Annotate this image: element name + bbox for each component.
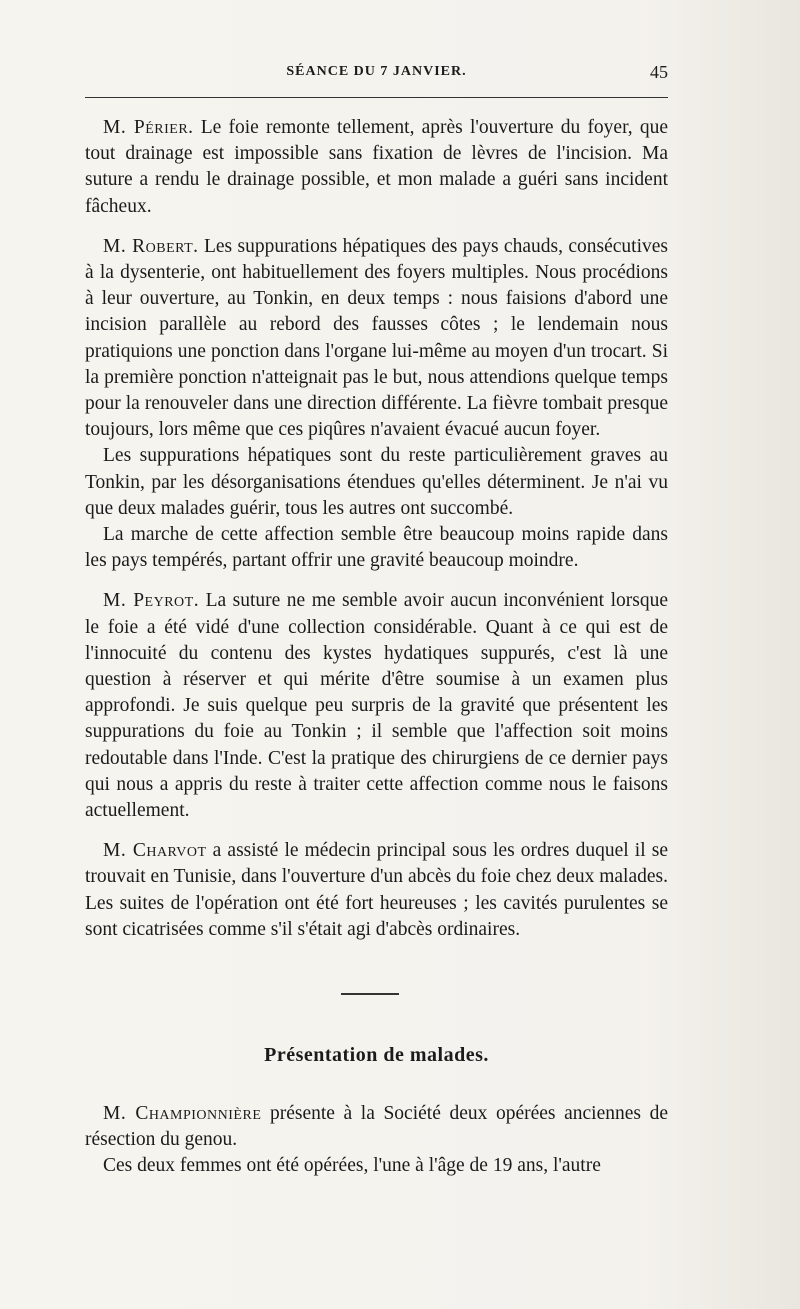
- body-text: [85, 115, 668, 943]
- speaker-name: M. Périer.: [103, 117, 194, 138]
- paragraph-text: a assisté le médecin principal sous les ordres duquel il se trouvait en Tunisie, dans l'ouverture d'un abcès du foie chez deux malades. Les suites de l'opération ont été fort heureuses ; les cavités purulentes se sont cicatrisées comme s'il s'était agi d'abcès ordinaires.: [85, 840, 668, 940]
- paragraph-gap: [85, 574, 668, 588]
- paragraph-championniere: [85, 1101, 668, 1153]
- paragraph-charvot: [85, 838, 668, 943]
- paragraph-perier: [85, 115, 668, 220]
- body-text-2: [85, 1101, 668, 1180]
- running-title: SÉANCE DU 7 JANVIER.: [286, 64, 467, 79]
- speaker-name: M. Championnière: [103, 1103, 262, 1124]
- running-head: [85, 64, 668, 86]
- paragraph-text: présente à la Société deux opérées anciennes de résection du genou.: [85, 1103, 668, 1151]
- paragraph-text: La suture ne me semble avoir aucun inconvénient lorsque le foie a été vidé d'une collection considérable. Quant à ce qui est de l'innocuité du contenu des kystes hydatiques suppurés, c'est là une question à réserver et qui mérite d'être soumise à un examen plus approfondi. Je suis quelque peu surpris de la gravité que présentent les suppurations du foie au Tonkin ; il semble que l'affection soit moins redoutable dans l'Inde. C'est la pratique des chirurgiens de ce dernier pays qui nous a appris du reste à traiter cette affection comme nous le faisons actuellement.: [85, 590, 668, 822]
- paragraph-peyrot: [85, 588, 668, 824]
- speaker-name: M. Charvot: [103, 840, 207, 862]
- section-separator: [341, 993, 399, 995]
- paragraph-robert-3: La marche de cette affection semble être beaucoup moins rapide dans les pays tempérés, partant offrir une gravité beaucoup moindre.: [85, 524, 668, 572]
- page-number: 45: [650, 62, 668, 82]
- paragraph-gap: [85, 824, 668, 838]
- speaker-name: M. Peyrot.: [103, 590, 200, 612]
- speaker-name: M. Robert.: [103, 235, 199, 257]
- paragraph-text: Le foie remonte tellement, après l'ouverture du foyer, que tout drainage est impossible sans fixation de lèvres de l'incision. Ma suture a rendu le drainage possible, et mon malade a guéri sans incident fâcheux.: [85, 117, 669, 217]
- paragraph-robert-2: Les suppurations hépatiques sont du reste particulièrement graves au Tonkin, par les désorganisations étendues qu'elles déterminent. Je n'ai vu que deux malades guérir, tous les autres ont succombé.: [85, 445, 668, 519]
- paragraph-text: Les suppurations hépatiques des pays chauds, consécutives à la dysenterie, ont habituellement des foyers multiples. Nous procédions à leur ouverture, au Tonkin, en deux temps : nous faisions d'abord une incision parallèle au rebord des fausses côtes ; le lendemain nous pratiquions une ponction dans l'organe lui-même au moyen d'un trocart. Si la première ponction n'atteignait pas le but, nous attendions quelque temps pour la renouveler dans une direction différente. La fièvre tombait presque toujours, lors même que ces piqûres n'avaient évacué aucun foyer.: [85, 235, 668, 441]
- paragraph-robert: [85, 234, 668, 444]
- paragraph-last: Ces deux femmes ont été opérées, l'une à l'âge de 19 ans, l'autre: [103, 1155, 601, 1177]
- paragraph-gap: [85, 220, 668, 234]
- header-rule: [85, 97, 668, 98]
- section-title: Présentation de malades.: [264, 1044, 489, 1066]
